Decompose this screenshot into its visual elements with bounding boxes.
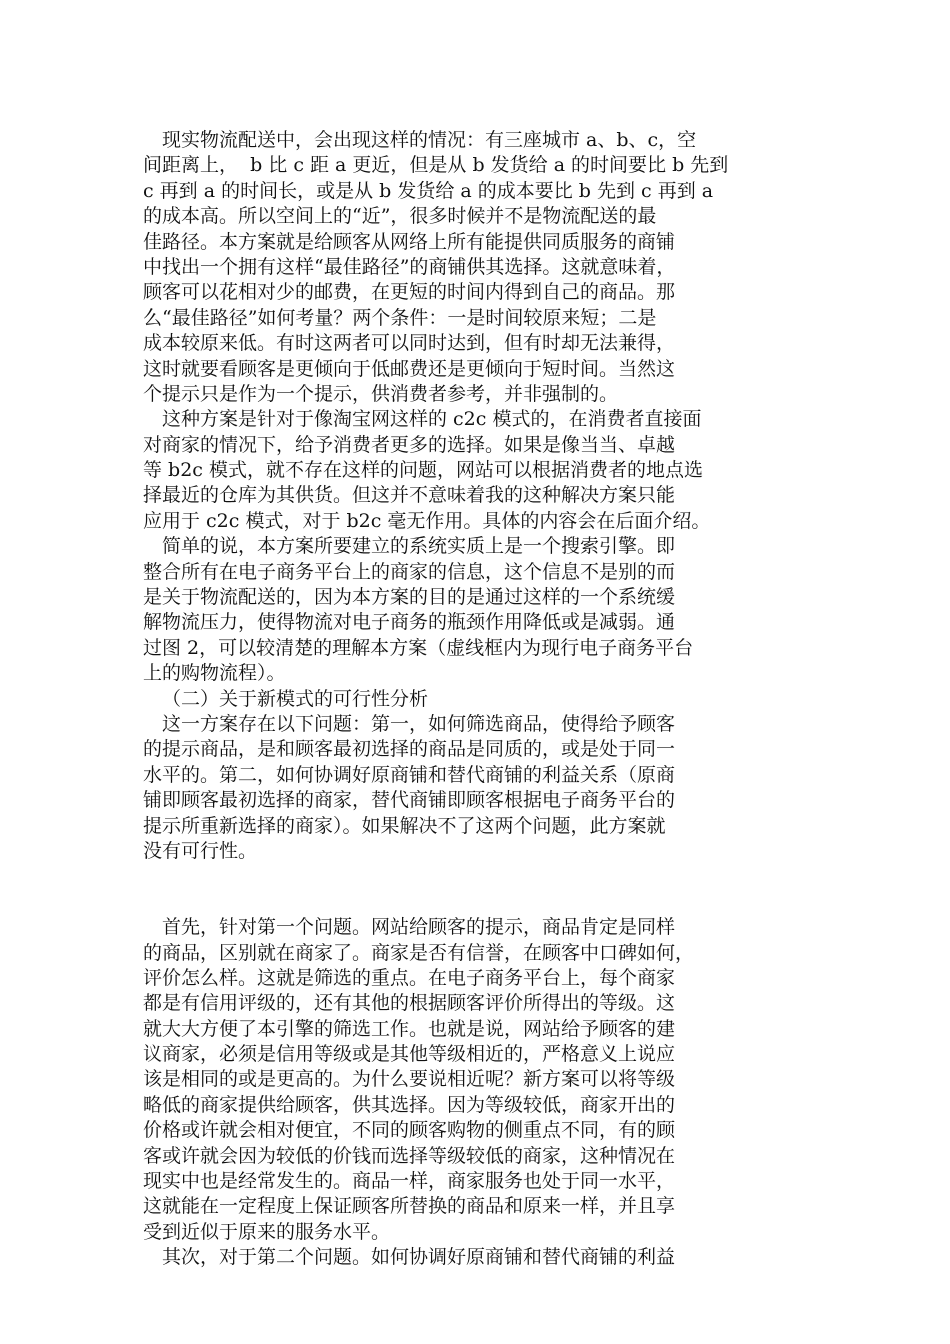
text-line: 这一方案存在以下问题：第一，如何筛选商品，使得给予顾客 xyxy=(162,712,676,735)
text-line: 都是有信用评级的，还有其他的根据顾客评价所得出的等级。这 xyxy=(143,992,676,1015)
document-page xyxy=(143,128,793,1271)
section-heading xyxy=(143,687,793,712)
text-line: 受到近似于原来的服务水平。 xyxy=(143,1220,391,1243)
text-line: 现实中也是经常发生的。商品一样，商家服务也处于同一水平， xyxy=(143,1170,676,1193)
text-line: 现实物流配送中，会出现这样的情况：有三座城市 a、b、c，空 xyxy=(162,129,697,151)
text-line: 评价怎么样。这就是筛选的重点。在电子商务平台上，每个商家 xyxy=(143,966,676,989)
text-line: 的提示商品，是和顾客最初选择的商品是同质的，或是处于同一 xyxy=(143,738,676,761)
paragraph-problems xyxy=(143,712,793,864)
text-line: 中找出一个拥有这样“最佳路径”的商铺供其选择。这就意味着， xyxy=(143,255,676,278)
paragraph-second-problem xyxy=(143,1245,793,1270)
text-line: 过图 2，可以较清楚的理解本方案（虚线框内为现行电子商务平台 xyxy=(143,636,694,659)
heading-text: （二）关于新模式的可行性分析 xyxy=(162,687,429,710)
text-line: 等 b2c 模式，就不存在这样的问题，网站可以根据消费者的地点选 xyxy=(143,459,703,482)
text-line: 的成本高。所以空间上的“近”，很多时候并不是物流配送的最 xyxy=(143,205,657,228)
paragraph-c2c-mode xyxy=(143,407,793,534)
text-line: 议商家，必须是信用等级或是其他等级相近的，严格意义上说应 xyxy=(143,1043,676,1066)
blank-line xyxy=(143,890,793,915)
text-line: 成本较原来低。有时这两者可以同时达到，但有时却无法兼得， xyxy=(143,332,676,355)
text-line: 择最近的仓库为其供货。但这并不意味着我的这种解决方案只能 xyxy=(143,484,676,507)
text-line: 就大大方便了本引擎的筛选工作。也就是说，网站给予顾客的建 xyxy=(143,1017,676,1040)
text-line: 么“最佳路径”如何考量？两个条件：一是时间较原来短；二是 xyxy=(143,306,657,329)
text-line: 佳路径。本方案就是给顾客从网络上所有能提供同质服务的商铺 xyxy=(143,230,676,253)
text-line: 个提示只是作为一个提示，供消费者参考，并非强制的。 xyxy=(143,382,619,405)
blank-line xyxy=(143,864,793,889)
text-line: 这种方案是针对于像淘宝网这样的 c2c 模式的，在消费者直接面 xyxy=(162,408,702,431)
text-line: 应用于 c2c 模式，对于 b2c 毫无作用。具体的内容会在后面介绍。 xyxy=(143,509,711,532)
text-line: 间距离上， b 比 c 距 a 更近，但是从 b 发货给 a 的时间要比 b 先到 xyxy=(143,154,729,177)
text-line: 是关于物流配送的，因为本方案的目的是通过这样的一个系统缓 xyxy=(143,586,676,609)
text-line: 水平的。第二，如何协调好原商铺和替代商铺的利益关系（原商 xyxy=(143,763,676,786)
text-line: 价格或许就会相对便宜，不同的顾客购物的侧重点不同，有的顾 xyxy=(143,1119,676,1142)
text-line: 客或许就会因为较低的价钱而选择等级较低的商家，这种情况在 xyxy=(143,1144,676,1167)
paragraph-first-problem xyxy=(143,915,793,1245)
text-line: 这就能在一定程度上保证顾客所替换的商品和原来一样，并且享 xyxy=(143,1195,676,1218)
text-line: 铺即顾客最初选择的商家，替代商铺即顾客根据电子商务平台的 xyxy=(143,789,676,812)
text-line: 上的购物流程）。 xyxy=(143,662,286,685)
text-line: c 再到 a 的时间长，或是从 b 发货给 a 的成本要比 b 先到 c 再到 a xyxy=(143,179,714,202)
paragraph-logistics-intro xyxy=(143,128,793,407)
text-line: 没有可行性。 xyxy=(143,839,258,862)
text-line: 这时就要看顾客是更倾向于低邮费还是更倾向于短时间。当然这 xyxy=(143,357,676,380)
text-line: 的商品，区别就在商家了。商家是否有信誉，在顾客中口碑如何， xyxy=(143,941,695,964)
text-line: 对商家的情况下，给予消费者更多的选择。如果是像当当、卓越 xyxy=(143,433,676,456)
text-line: 其次，对于第二个问题。如何协调好原商铺和替代商铺的利益 xyxy=(162,1246,676,1269)
text-line: 简单的说，本方案所要建立的系统实质上是一个搜索引擎。即 xyxy=(162,535,676,558)
paragraph-search-engine xyxy=(143,534,793,686)
text-line: 略低的商家提供给顾客，供其选择。因为等级较低，商家开出的 xyxy=(143,1093,676,1116)
text-line: 首先，针对第一个问题。网站给顾客的提示，商品肯定是同样 xyxy=(162,916,676,939)
text-line: 整合所有在电子商务平台上的商家的信息，这个信息不是别的而 xyxy=(143,560,676,583)
text-line: 解物流压力，使得物流对电子商务的瓶颈作用降低或是减弱。通 xyxy=(143,611,676,634)
text-line: 顾客可以花相对少的邮费，在更短的时间内得到自己的商品。那 xyxy=(143,281,676,304)
text-line: 提示所重新选择的商家）。如果解决不了这两个问题，此方案就 xyxy=(143,814,666,837)
text-line: 该是相同的或是更高的。为什么要说相近呢？新方案可以将等级 xyxy=(143,1068,676,1091)
